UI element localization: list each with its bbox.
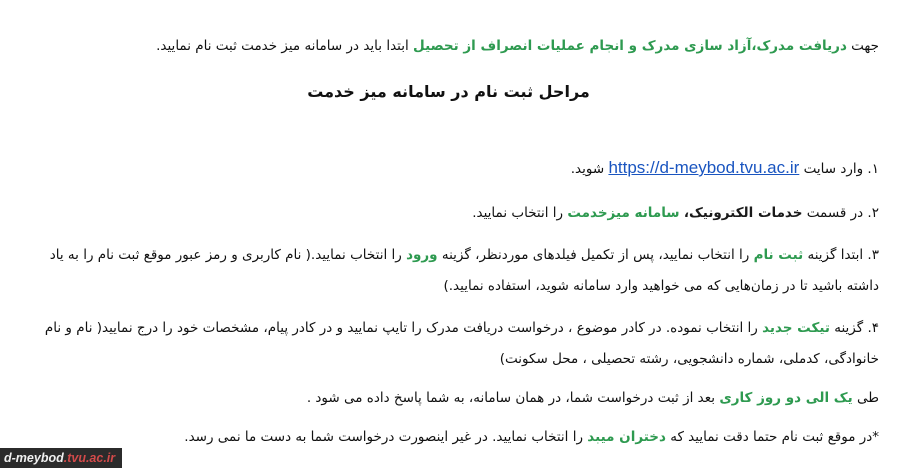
watermark-part-1: d-meybod	[4, 451, 64, 465]
note-2-highlight: دختران میبد	[587, 429, 666, 445]
step-1	[14, 159, 879, 178]
step-4-highlight: تیکت جدید	[762, 320, 830, 336]
intro-highlight: دریافت مدرک،آزاد سازی مدرک و انجام عملیات انصراف از تحصیل	[413, 38, 847, 54]
step-2-prefix: ۲. در قسمت	[806, 205, 879, 221]
note-2-prefix: *در موقع ثبت نام حتما دقت نمایید که	[670, 429, 879, 445]
step-3-highlight-signup: ثبت نام	[753, 247, 804, 263]
step-4-prefix: ۴. گزینه	[834, 320, 879, 336]
step-2-suffix: را انتخاب نمایید.	[472, 205, 564, 221]
step-4-line-2: خانوادگی، کدملی، شماره دانشجویی، رشته تحصیلی ، محل سکونت)	[499, 351, 879, 367]
note-warning	[14, 428, 879, 446]
site-link[interactable]: https://d-meybod.tvu.ac.ir	[608, 158, 800, 177]
intro-line	[14, 37, 879, 55]
page-title: مراحل ثبت نام در سامانه میز خدمت	[307, 82, 590, 101]
step-3-highlight-login: ورود	[406, 247, 438, 263]
step-3-line-1	[14, 246, 879, 264]
step-2-bold: خدمات الکترونیک،	[683, 205, 803, 221]
site-watermark	[0, 448, 122, 468]
step-4-suffix: را انتخاب نموده. در کادر موضوع ، درخواست دریافت مدرک را تایپ نمایید و در کادر پیام، مشخصات خود را درج نمایید( نام و نام	[44, 320, 758, 336]
step-3-line-2: داشته باشید تا در زمان‌هایی که می خواهید وارد سامانه شوید، استفاده نمایید.)	[443, 278, 879, 294]
note-1-highlight: یک الی دو روز کاری	[719, 390, 853, 406]
note-1-prefix: طی	[857, 390, 879, 406]
step-2	[14, 204, 879, 222]
step-3-prefix: ۳. ابتدا گزینه	[807, 247, 879, 263]
step-4-line-1	[14, 319, 879, 337]
step-1-suffix: شوید.	[570, 161, 605, 177]
watermark-part-2: .tvu.ac.ir	[63, 451, 116, 465]
note-response-time	[14, 389, 879, 407]
intro-suffix: ابتدا باید در سامانه میز خدمت ثبت نام نمایید.	[156, 38, 409, 54]
note-2-suffix: را انتخاب نمایید. در غیر اینصورت درخواست شما به دست ما نمی رسد.	[184, 429, 583, 445]
step-1-prefix: ۱. وارد سایت	[803, 161, 879, 177]
step-3-middle: را انتخاب نمایید، پس از تکمیل فیلدهای موردنظر، گزینه	[441, 247, 750, 263]
note-1-suffix: بعد از ثبت درخواست شما، در همان سامانه، به شما پاسخ داده می شود .	[306, 390, 716, 406]
step-3-suffix: را انتخاب نمایید.( نام کاربری و رمز عبور موقع ثبت نام را به یاد	[49, 247, 402, 263]
intro-prefix: جهت	[851, 38, 879, 54]
step-2-highlight: سامانه میزخدمت	[567, 205, 680, 221]
